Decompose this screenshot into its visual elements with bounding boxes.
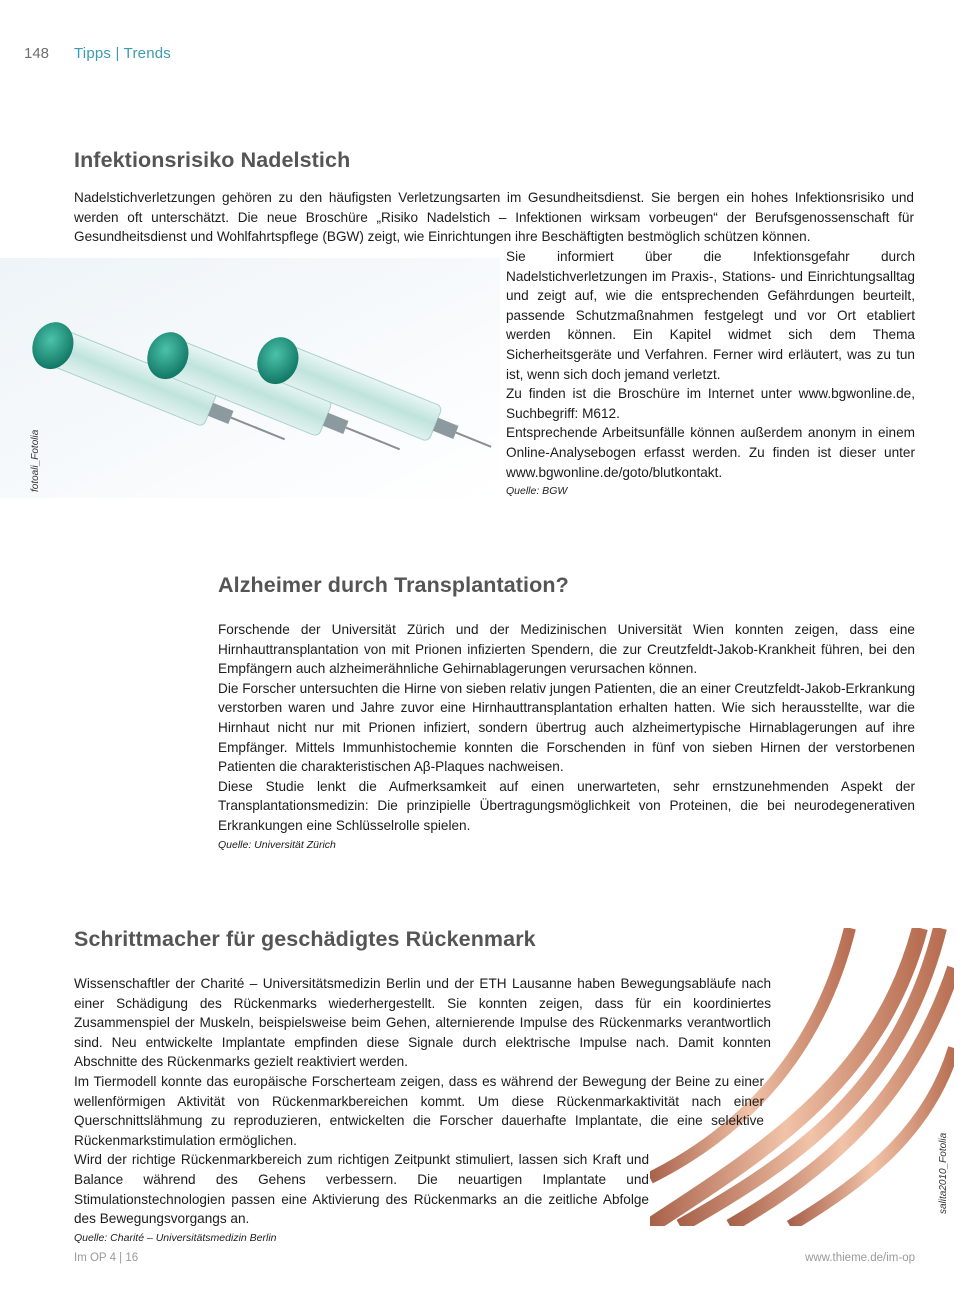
image-credit-copper: salita2010_Fotolia xyxy=(938,1132,949,1214)
page-number: 148 xyxy=(24,45,50,62)
article1-paragraph-1: Sie informiert über die Infektionsgefahr durch Nadelstichverletzungen im Praxis-, Stations- und Einrichtungsalltag und zeigt auf, wie die entsprechenden Gefährdungen beurteilt, passende Schutzmaßnahmen festgelegt und vor Ort etabliert werden können. Ein Kapitel widmet sich dem Thema Sicherheitsgeräte und Verfahren. Ferner wird erläutert, was zu tun ist, wenn sich doch jemand verletzt. xyxy=(506,249,915,382)
article2-body xyxy=(218,620,915,851)
article2-title: Alzheimer durch Transplantation? xyxy=(218,573,569,597)
footer-issue: Im OP 4 | 16 xyxy=(74,1252,139,1264)
article2-source: Quelle: Universität Zürich xyxy=(218,838,336,851)
article3-source: Quelle: Charité – Universitätsmedizin Berlin xyxy=(74,1231,277,1244)
article3-paragraph-3: Wird der richtige Rückenmarkbereich zum richtigen Zeitpunkt stimuliert, lassen sich Kraft und Balance während des Gehens verbessern. Die neuartigen Implantate und Stimulationstechnologien passen eine Aktivierung des Rückenmarks an die zeitliche Abfolge des Bewegungsvorgangs an. xyxy=(74,1152,649,1227)
syringes-image xyxy=(0,258,500,498)
article3-paragraph-2: Im Tiermodell konnte das europäische Forscherteam zeigen, dass es während der Bewegung der Beine zu einer wellenförmigen Aktivität von Rückenmarkbereichen kommt. Um diese Rückenmarkaktivität nach einer Querschnittslähmung zu reproduzieren, entwickelten die Forscher dauerhafte Implantate, die eine selektive Rückenmarkstimulation ermöglichen. xyxy=(74,1073,764,1148)
syringes-illustration xyxy=(0,258,500,498)
article2-paragraph-2: Die Forscher untersuchten die Hirne von sieben relativ jungen Patienten, die an einer Creutzfeldt-Jakob-Erkrankung verstorben waren und Jahre zuvor eine Hirnhauttransplantation erhalten hatten. Wie sich herausstellte, war die Hirnhaut nicht nur mit Prionen infiziert, sondern übertrug auch alzheimertypische Hirnablagerungen auf ihre Empfänger. Mittels Immunhistochemie konnten die Forschenden in fünf von sieben Hirnen der verstorbenen Patienten die charakteristischen Aβ-Plaques nachweisen. xyxy=(218,680,915,775)
image-credit-syringes: fotoali_Fotolia xyxy=(30,429,41,492)
article1-paragraph-3: Entsprechende Arbeitsunfälle können außerdem anonym in einem Online-Analysebogen erfasst werden. Zu finden ist dieser unter www.bgwonline.de/goto/blutkontakt. xyxy=(506,425,915,480)
article1-title: Infektionsrisiko Nadelstich xyxy=(74,148,351,172)
article1-intro: Nadelstichverletzungen gehören zu den häufigsten Verletzungsarten im Gesundheitsdienst. Sie bergen ein hohes Infektionsrisiko und werden oft unterschätzt. Die neue Broschüre „Risiko Nadelstich – Infektionen wirksam vorbeugen“ der Berufsgenossenschaft für Gesundheitsdienst und Wohlfahrtspflege (BGW) zeigt, wie Einrichtungen ihre Beschäftigten bestmöglich schützen können. xyxy=(74,190,914,245)
section-title: Tipps | Trends xyxy=(74,45,172,62)
article3-paragraph-1: Wissenschaftler der Charité – Universitätsmedizin Berlin und der ETH Lausanne haben Bewegungsabläufe nach einer Schädigung des Rückenmarks wiederhergestellt. Sie konnten zeigen, dass für ein koordiniertes Zusammenspiel der Muskeln, beispielsweise beim Gehen, alternierende Impulse des Rückenmarks verantwortlich sind. Neu entwickelte Implantate empfinden diese Signale durch elektrische Impulse nach. Damit konnten Abschnitte des Rückenmarks gezielt reaktiviert werden. xyxy=(74,976,771,1070)
article2-paragraph-1: Forschende der Universität Zürich und der Medizinischen Universität Wien konnten zeigen, dass eine Hirnhauttransplantation von mit Prionen infizierten Spendern, die zur Creutzfeldt-Jakob-Krankheit führen, bei den Empfängern auch alzheimerähnliche Gehirnablagerungen verursachen können. xyxy=(218,622,915,677)
article3-title: Schrittmacher für geschädigtes Rückenmark xyxy=(74,927,536,951)
article3-body xyxy=(74,974,771,1244)
article1-source: Quelle: BGW xyxy=(506,485,568,498)
article2-paragraph-3: Diese Studie lenkt die Aufmerksamkeit auf einen unerwarteten, sehr ernstzunehmenden Aspekt der Transplantationsmedizin: Die prinzipielle Übertragungsmöglichkeit von Proteinen, die bei neurodegenerativen Erkrankungen eine Schlüsselrolle spielen. xyxy=(218,778,915,833)
article1-paragraph-2: Zu finden ist die Broschüre im Internet unter www.bgwonline.de, Suchbegriff: M612. xyxy=(506,386,915,421)
article1-side-column xyxy=(506,247,915,497)
footer-url[interactable]: www.thieme.de/im-op xyxy=(805,1252,915,1264)
